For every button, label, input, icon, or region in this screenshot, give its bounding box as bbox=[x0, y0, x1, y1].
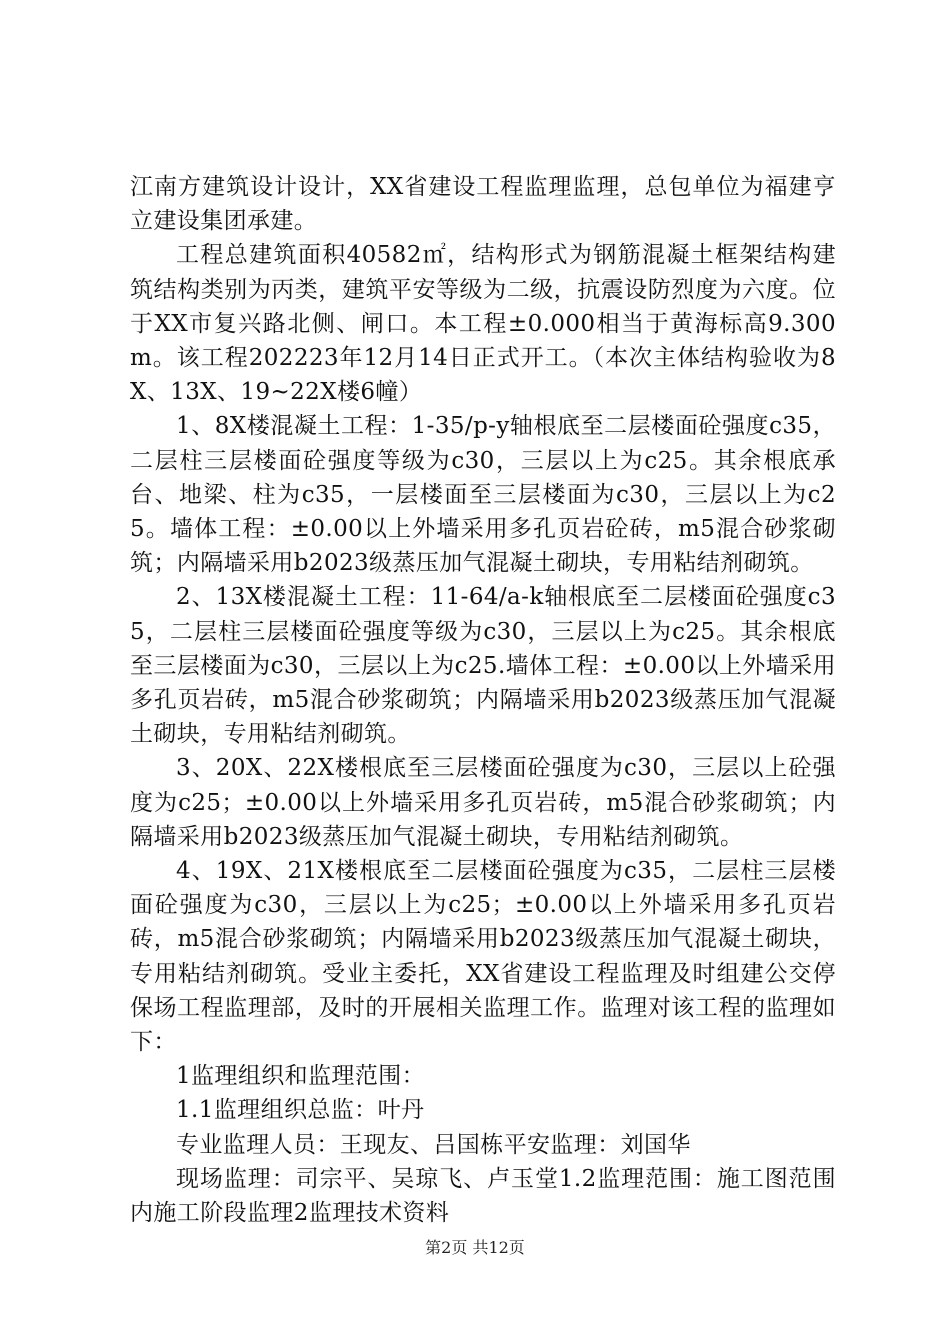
paragraph-specialist-supervisors: 专业监理人员：王现友、吕国栋平安监理：刘国华 bbox=[176, 1131, 691, 1158]
heading-supervision-organization: 1监理组织和监理范围： bbox=[176, 1063, 426, 1090]
paragraph-project-overview: 工程总建筑面积40582㎡，结构形式为钢筋混凝土框架结构建筑结构类别为丙类，建筑平安等级为二级，抗震设防烈度为六度。位于XX市复兴路北侧、闸口。本工程±0.000相当于黄海标高9.300m。该工程202223年12月14日正式开工。（本次主体结构验收为8X、13X、19~22X楼6幢） bbox=[130, 242, 836, 406]
paragraph-building-13x: 2、13X楼混凝土工程：11-64/a-k轴根底至二层楼面砼强度c35，二层柱三层楼面砼强度等级为c30，三层以上为c25。其余根底至三层楼面为c30，三层以上为c25.墙体工程：±0.00以上外墙采用多孔页岩砖，m5混合砂浆砌筑；内隔墙采用b2023级蒸压加气混凝土砌块，专用粘结剂砌筑。 bbox=[130, 584, 836, 748]
paragraph-building-19x-21x: 4、19X、21X楼根底至二层楼面砼强度为c35，二层柱三层楼面砼强度为c30，三层以上为c25；±0.00以上外墙采用多孔页岩砖，m5混合砂浆砌筑；内隔墙采用b2023级蒸压加气混凝土砌块，专用粘结剂砌筑。受业主委托，XX省建设工程监理及时组建公交停保场工程监理部，及时的开展相关监理工作。监理对该工程的监理如下： bbox=[130, 858, 836, 1056]
paragraph-design-units: 江南方建筑设计设计，XX省建设工程监理监理，总包单位为福建亨立建设集团承建。 bbox=[130, 174, 836, 235]
document-body bbox=[130, 170, 836, 1230]
paragraph-chief-supervisor: 1.1监理组织总监：叶丹 bbox=[176, 1097, 425, 1124]
page-number-footer: 第2页 共12页 bbox=[425, 1238, 525, 1257]
paragraph-building-8x: 1、8X楼混凝土工程：1-35/p-y轴根底至二层楼面砼强度c35，二层柱三层楼面砼强度等级为c30，三层以上为c25。其余根底承台、地梁、柱为c35，一层楼面至三层楼面为c30，三层以上为c25。墙体工程：±0.00以上外墙采用多孔页岩砼砖，m5混合砂浆砌筑；内隔墙采用b2023级蒸压加气混凝土砌块，专用粘结剂砌筑。 bbox=[130, 413, 836, 577]
paragraph-building-20x-22x: 3、20X、22X楼根底至三层楼面砼强度为c30，三层以上砼强度为c25；±0.00以上外墙采用多孔页岩砖，m5混合砂浆砌筑；内隔墙采用b2023级蒸压加气混凝土砌块，专用粘结剂砌筑。 bbox=[130, 755, 836, 850]
paragraph-site-supervisors: 现场监理：司宗平、吴琼飞、卢玉堂1.2监理范围：施工图范围内施工阶段监理2监理技术资料 bbox=[130, 1165, 836, 1227]
